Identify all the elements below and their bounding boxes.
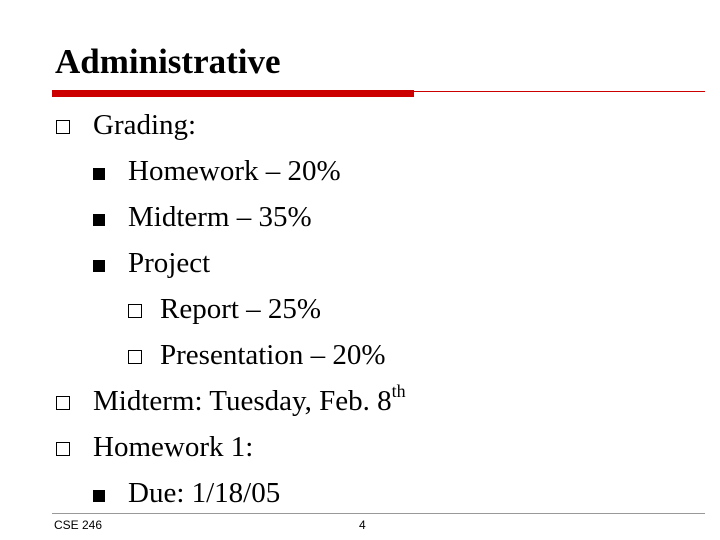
sub-bullet-text: Homework – 20% bbox=[128, 155, 341, 187]
slide-title: Administrative bbox=[55, 42, 281, 81]
filled-square-bullet-icon bbox=[93, 168, 105, 180]
footer-divider bbox=[52, 513, 705, 514]
sub-bullet-text: Midterm – 35% bbox=[128, 201, 312, 233]
sub-bullet-due-date bbox=[0, 476, 720, 510]
sub-sub-bullet-report bbox=[0, 292, 720, 326]
bullet-grading bbox=[0, 108, 720, 142]
sub-bullet-project bbox=[0, 246, 720, 280]
title-underline-thin bbox=[414, 91, 705, 92]
sub-sub-bullet-presentation bbox=[0, 338, 720, 372]
hollow-square-bullet-icon bbox=[56, 442, 70, 456]
filled-square-bullet-icon bbox=[93, 214, 105, 226]
bullet-homework-1 bbox=[0, 430, 720, 464]
bullet-midterm-date bbox=[0, 381, 720, 418]
hollow-square-bullet-icon bbox=[128, 304, 142, 318]
sub-bullet-text: Due: 1/18/05 bbox=[128, 477, 281, 509]
sub-sub-bullet-text: Presentation – 20% bbox=[160, 339, 386, 371]
sub-bullet-midterm-weight bbox=[0, 200, 720, 234]
sub-bullet-homework-weight bbox=[0, 154, 720, 188]
bullet-text-wrapper bbox=[93, 381, 406, 418]
page-number: 4 bbox=[359, 518, 366, 532]
bullet-text: Homework 1: bbox=[93, 431, 254, 463]
sub-sub-bullet-text: Report – 25% bbox=[160, 293, 322, 325]
hollow-square-bullet-icon bbox=[128, 350, 142, 364]
title-underline-thick bbox=[52, 90, 414, 97]
bullet-text: Midterm: Tuesday, Feb. 8 bbox=[93, 385, 392, 417]
hollow-square-bullet-icon bbox=[56, 120, 70, 134]
filled-square-bullet-icon bbox=[93, 490, 105, 502]
date-ordinal-suffix: th bbox=[391, 381, 406, 401]
bullet-text: Grading: bbox=[93, 109, 197, 141]
hollow-square-bullet-icon bbox=[56, 396, 70, 410]
filled-square-bullet-icon bbox=[93, 260, 105, 272]
sub-bullet-text: Project bbox=[128, 247, 211, 279]
footer-course-label: CSE 246 bbox=[54, 518, 103, 532]
